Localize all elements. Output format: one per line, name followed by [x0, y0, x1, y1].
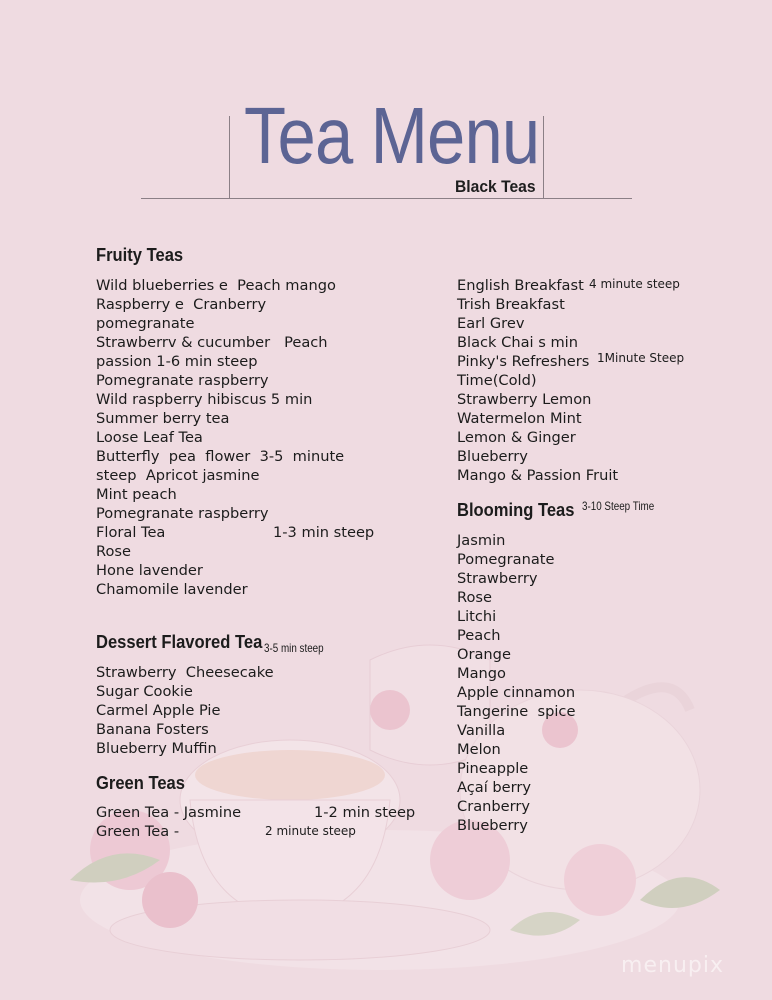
list-item: Pineapple [457, 760, 529, 777]
list-item: Litchi [457, 608, 497, 625]
list-item: Pinky's Refreshers [457, 353, 590, 370]
green-teas-heading: Green Teas [96, 773, 185, 793]
list-item: Floral Tea [96, 524, 166, 541]
green-teas-list [96, 803, 241, 841]
list-item: Blueberry Muffin [96, 740, 217, 757]
list-item: Rose [96, 543, 131, 560]
blooming-teas-list [457, 531, 575, 835]
title-right-rule [543, 116, 544, 198]
list-item: Time(Cold) [457, 372, 537, 389]
refreshers-steep-note: 1Minute Steep [597, 351, 685, 365]
list-item: Orange [457, 646, 511, 663]
list-item: Earl Grev [457, 315, 525, 332]
list-item: Mango & Passion Fruit [457, 467, 619, 484]
list-item: Raspberry e Cranberry [96, 296, 267, 313]
list-item: Banana Fosters [96, 721, 209, 738]
list-item: Wild blueberries e Peach mango [96, 277, 336, 294]
list-item: Green Tea - [96, 823, 180, 840]
list-item: Trish Breakfast [457, 296, 565, 313]
list-item: Sugar Cookie [96, 683, 193, 700]
list-item: Strawberry [457, 570, 538, 587]
list-item: Summer berry tea [96, 410, 230, 427]
page-title: Tea Menu [244, 91, 540, 180]
list-item: Melon [457, 741, 501, 758]
list-item: Blueberry [457, 817, 528, 834]
list-item: Blueberry [457, 448, 528, 465]
list-item: pomegranate [96, 315, 195, 332]
title-left-rule [229, 116, 230, 198]
list-item: steep Apricot jasmine [96, 467, 260, 484]
list-item: Jasmin [457, 532, 506, 549]
list-item: Watermelon Mint [457, 410, 582, 427]
list-item: Green Tea - Jasmine [96, 804, 242, 821]
list-item: Rose [457, 589, 492, 606]
fruity-teas-heading: Fruity Teas [96, 245, 184, 265]
dessert-tea-list [96, 663, 274, 758]
title-underline [141, 198, 632, 199]
list-item: Wild raspberry hibiscus 5 min [96, 391, 313, 408]
list-item: Loose Leaf Tea [96, 429, 203, 446]
green-jasmine-steep-note: 1-2 min steep [314, 804, 416, 821]
list-item: Mint peach [96, 486, 177, 503]
menupix-watermark: menupix [621, 953, 724, 978]
floral-tea-steep-note: 1-3 min steep [273, 524, 375, 541]
black-teas-heading: Black Teas [455, 177, 536, 196]
list-item: Pomegranate raspberry [96, 505, 269, 522]
list-item: Strawberrv & cucumber Peach [96, 334, 328, 351]
list-item: Peach [457, 627, 501, 644]
list-item: Mango [457, 665, 506, 682]
list-item: Apple cinnamon [457, 684, 576, 701]
list-item: English Breakfast [457, 277, 584, 294]
fruity-teas-list [96, 276, 344, 599]
blooming-steep-note: 3-10 Steep Time [582, 499, 655, 513]
dessert-steep-note: 3-5 min steep [264, 641, 324, 655]
list-item: Strawberry Lemon [457, 391, 592, 408]
list-item: Butterfly pea flower 3-5 minute [96, 448, 345, 465]
list-item: Pomegranate raspberry [96, 372, 269, 389]
list-item: Hone lavender [96, 562, 203, 579]
list-item: Tangerine spice [457, 703, 576, 720]
list-item: Black Chai s min [457, 334, 578, 351]
list-item: Açaí berry [457, 779, 532, 796]
green-tea-steep-note: 2 minute steep [265, 824, 356, 838]
dessert-tea-heading: Dessert Flavored Tea [96, 632, 263, 652]
list-item: Pomegranate [457, 551, 555, 568]
black-teas-list [457, 276, 618, 485]
english-breakfast-steep-note: 4 minute steep [589, 277, 680, 291]
list-item: passion 1-6 min steep [96, 353, 258, 370]
list-item: Cranberry [457, 798, 531, 815]
list-item: Carmel Apple Pie [96, 702, 221, 719]
list-item: Vanilla [457, 722, 506, 739]
list-item: Chamomile lavender [96, 581, 248, 598]
blooming-teas-heading: Blooming Teas [457, 500, 575, 520]
list-item: Lemon & Ginger [457, 429, 576, 446]
list-item: Strawberry Cheesecake [96, 664, 274, 681]
